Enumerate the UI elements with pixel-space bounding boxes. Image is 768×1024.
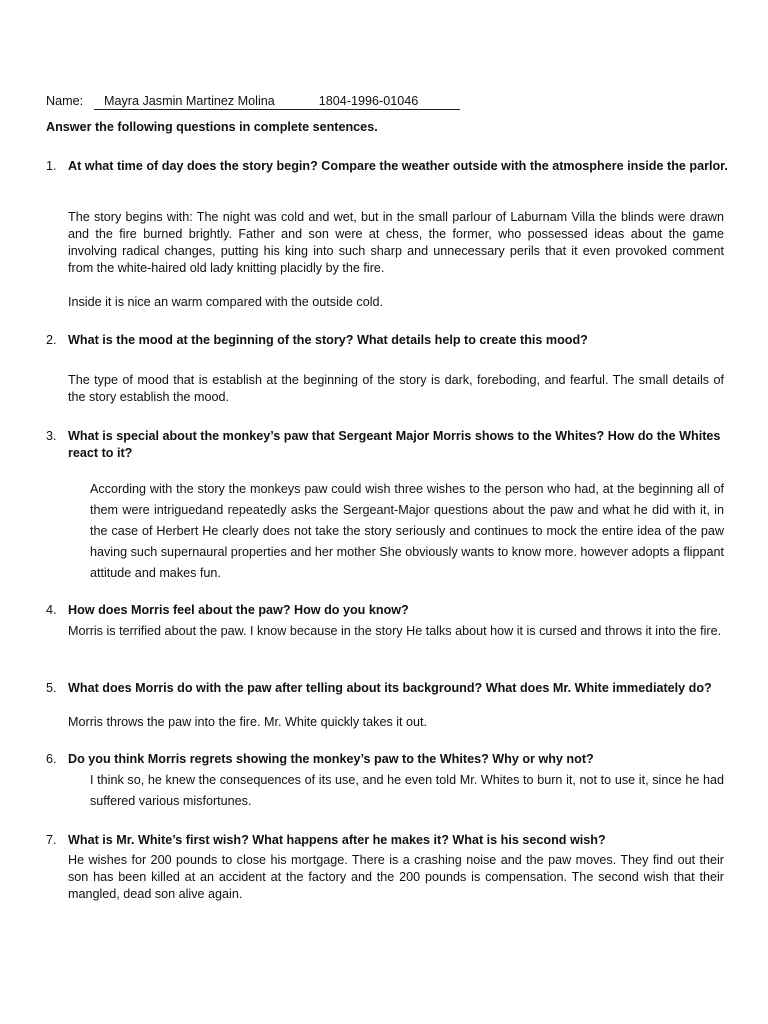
question-number: 7. <box>46 833 57 847</box>
question-text: Do you think Morris regrets showing the monkey’s paw to the Whites? Why or why not? <box>68 752 594 766</box>
question-text: What does Morris do with the paw after telling about its background? What does Mr. White immediately do? <box>68 681 712 695</box>
question-4 <box>46 602 736 619</box>
question-number: 1. <box>46 159 57 173</box>
question-number: 4. <box>46 603 57 617</box>
question-text: What is Mr. White’s first wish? What happens after he makes it? What is his second wish? <box>68 833 606 847</box>
question-text: What is special about the monkey’s paw that Sergeant Major Morris shows to the Whites? How do the Whites react to it? <box>68 429 721 460</box>
student-id: 1804-1996-01046 <box>318 94 419 108</box>
question-3 <box>46 428 736 462</box>
question-5 <box>46 680 736 697</box>
question-number: 6. <box>46 752 57 766</box>
name-field <box>94 93 460 110</box>
answer-6: I think so, he knew the consequences of its use, and he even told Mr. Whites to burn it, not to use it, since he had suffered various misfortunes. <box>90 773 724 808</box>
answer-1-paragraph-2: Inside it is nice an warm compared with the outside cold. <box>68 295 383 309</box>
question-2 <box>46 332 736 349</box>
question-text: What is the mood at the beginning of the story? What details help to create this mood? <box>68 333 588 347</box>
answer-7: He wishes for 200 pounds to close his mortgage. There is a crashing noise and the paw moves. They find out their son has been killed at an accident at the factory and the 200 pounds is compensation. The second wish that their mangled, dead son alive again. <box>68 853 724 901</box>
question-text: How does Morris feel about the paw? How do you know? <box>68 603 409 617</box>
answer-5: Morris throws the paw into the fire. Mr. White quickly takes it out. <box>68 715 428 729</box>
name-line <box>46 93 460 110</box>
question-6 <box>46 751 736 768</box>
student-name: Mayra Jasmin Martinez Molina <box>104 94 275 108</box>
question-number: 3. <box>46 429 57 443</box>
instructions: Answer the following questions in complete sentences. <box>46 120 378 134</box>
answer-1-paragraph-1: The story begins with: The night was cold and wet, but in the small parlour of Laburnam Villa the blinds were drawn and the fire burned brightly. Father and son were at chess, the former, who possessed ideas about the game involving radical changes, putting his king into such sharp and unnecessary perils that it even provoked comment from the white-haired old lady knitting placidly by the fire. <box>68 210 724 275</box>
question-number: 2. <box>46 333 57 347</box>
question-number: 5. <box>46 681 57 695</box>
question-1 <box>46 158 736 175</box>
answer-3: According with the story the monkeys paw could wish three wishes to the person who had, at the beginning all of them were intriguedand repeatedly asks the Sergeant-Major questions about the paw and what he did with it, in the case of Herbert He clearly does not take the story seriously and continues to mock the entire idea of the paw having such supernaural properties and her mother She obviously wants to know more. however adopts a flippant attitude and makes fun. <box>90 482 724 580</box>
question-7 <box>46 832 736 849</box>
name-label: Name: <box>46 94 84 108</box>
answer-4: Morris is terrified about the paw. I know because in the story He talks about how it is cursed and throws it into the fire. <box>68 624 722 638</box>
question-text: At what time of day does the story begin? Compare the weather outside with the atmosphere inside the parlor. <box>68 159 728 173</box>
answer-2: The type of mood that is establish at the beginning of the story is dark, foreboding, and fearful. The small details of the story establish the mood. <box>68 373 724 404</box>
